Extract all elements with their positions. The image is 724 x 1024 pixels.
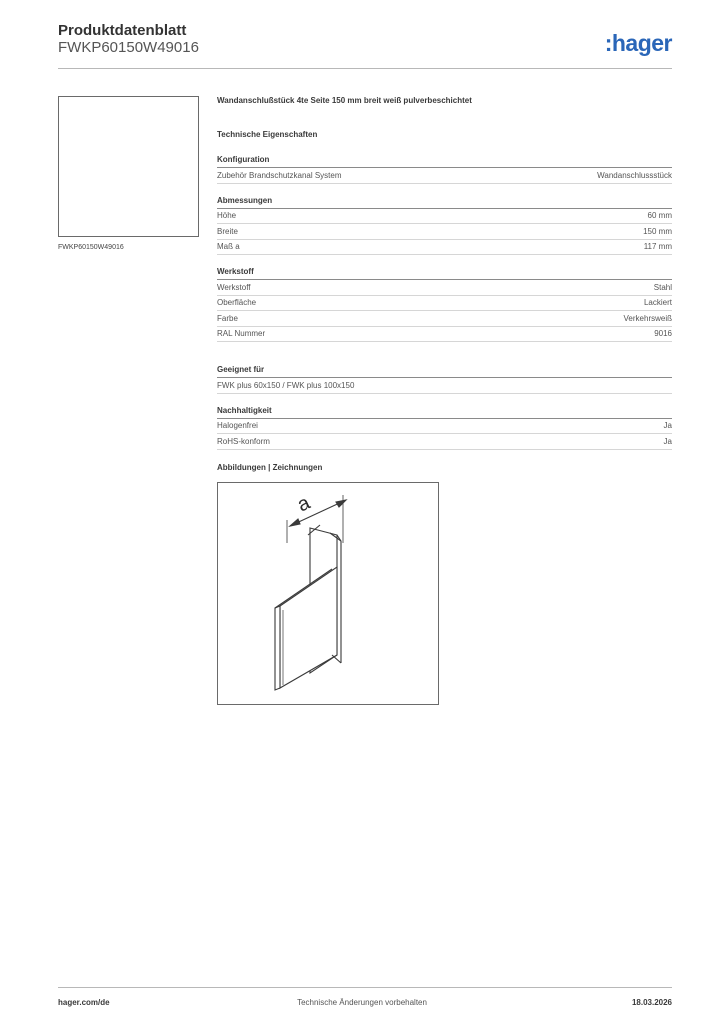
section <box>217 406 672 450</box>
footer-website[interactable]: hager.com/de <box>58 998 110 1007</box>
section-title: Abmessungen <box>217 196 672 209</box>
property-label: Oberfläche <box>217 298 257 308</box>
section-title: Werkstoff <box>217 267 672 280</box>
drawings-title: Abbildungen | Zeichnungen <box>217 463 323 472</box>
section-title: Konfiguration <box>217 155 672 168</box>
property-row <box>217 419 672 435</box>
dimension-label: a <box>294 491 314 517</box>
footer-note: Technische Änderungen vorbehalten <box>297 998 427 1007</box>
property-row <box>217 311 672 327</box>
property-value: Verkehrsweiß <box>623 313 672 323</box>
arrowhead-right <box>336 500 346 507</box>
header-divider <box>58 68 672 69</box>
property-value: Ja <box>663 436 672 446</box>
footer-date: 18.03.2026 <box>631 998 672 1007</box>
property-row <box>217 296 672 312</box>
page-title: Produktdatenblatt <box>58 22 187 39</box>
property-value: Ja <box>663 421 672 431</box>
property-value: Wandanschlussstück <box>597 170 672 180</box>
property-row <box>217 280 672 296</box>
property-label: Zubehör Brandschutzkanal System <box>217 170 342 180</box>
property-label: RoHS-konform <box>217 436 270 446</box>
property-row <box>217 209 672 225</box>
property-value: Stahl <box>653 282 672 292</box>
property-row <box>217 168 672 184</box>
property-row <box>217 224 672 240</box>
hager-logo: :hager <box>604 30 672 56</box>
section <box>217 155 672 184</box>
property-value: Lackiert <box>643 298 672 308</box>
property-label: Maß a <box>217 242 240 252</box>
property-label: Höhe <box>217 211 237 221</box>
property-label: Breite <box>217 226 238 236</box>
section <box>217 196 672 256</box>
property-label: RAL Nummer <box>217 329 266 339</box>
property-value: 117 mm <box>643 242 672 252</box>
property-row <box>217 240 672 256</box>
product-code: FWKP60150W49016 <box>58 39 199 56</box>
product-thumbnail <box>58 96 199 237</box>
property-value: 9016 <box>654 329 672 339</box>
section <box>217 267 672 342</box>
product-description: Wandanschlußstück 4te Seite 150 mm breit weiß pulverbeschichtet <box>217 96 472 105</box>
property-label: Werkstoff <box>217 282 251 292</box>
section <box>217 365 672 394</box>
property-row <box>217 378 672 394</box>
property-sections <box>217 155 672 450</box>
section-title: Nachhaltigkeit <box>217 406 672 419</box>
technical-heading: Technische Eigenschaften <box>217 130 318 139</box>
property-label: Halogenfrei <box>217 421 258 431</box>
property-label: Farbe <box>217 313 238 323</box>
section-title: Geeignet für <box>217 365 672 378</box>
footer-divider <box>58 987 672 988</box>
arrowhead-left <box>290 519 300 526</box>
property-value: 150 mm <box>643 226 672 236</box>
property-row <box>217 327 672 343</box>
product-details <box>217 96 672 462</box>
property-value: 60 mm <box>647 211 672 221</box>
technical-drawing <box>217 482 439 705</box>
wall-connector-drawing <box>218 483 438 704</box>
thumbnail-caption: FWKP60150W49016 <box>58 244 124 251</box>
property-label: FWK plus 60x150 / FWK plus 100x150 <box>217 380 355 390</box>
property-row <box>217 434 672 450</box>
